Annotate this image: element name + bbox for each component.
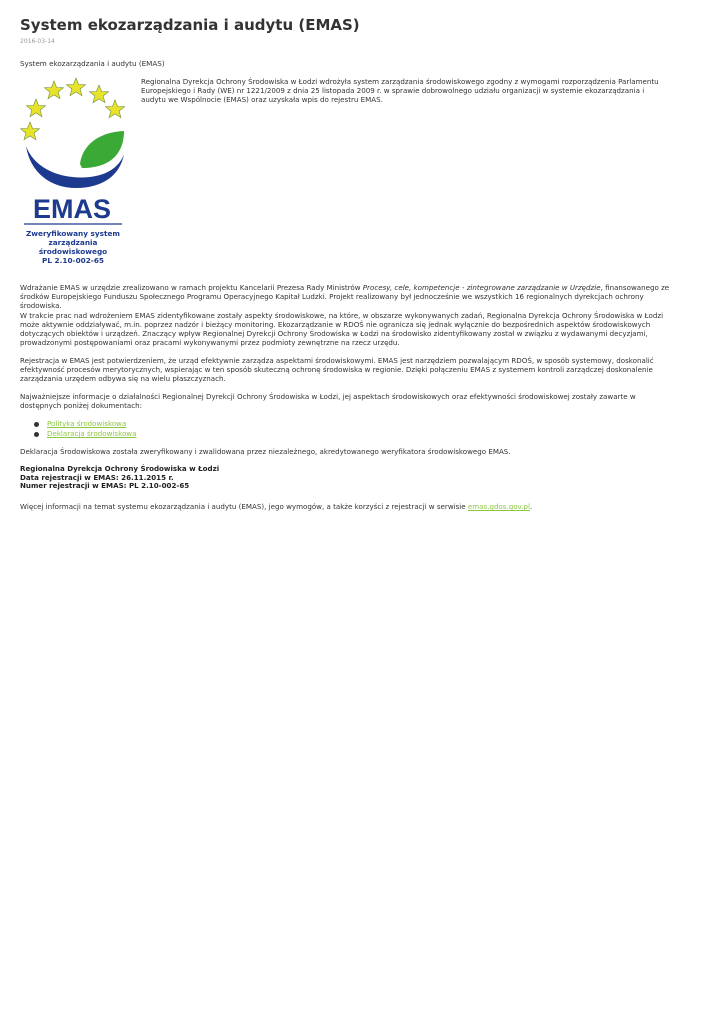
list-item xyxy=(20,419,136,429)
logo-caption-2: zarządzania xyxy=(48,238,98,247)
registration-number: Numer rejestracji w EMAS: PL 2.10-002-65 xyxy=(20,481,190,490)
star-icon xyxy=(21,122,40,140)
paragraph-documents-intro: Najważniejsze informacje o działalności Regionalnej Dyrekcji Ochrony Środowiska w Łodzi, jej aspektach środowiskowych oraz efektywności środowiskowej zostały zawarte w dostępnych poniżej dokumentach: xyxy=(20,392,636,410)
intro-paragraph: Regionalna Dyrekcja Ochrony Środowiska w Łodzi wdrożyła system zarządzania środowiskowego zgodny z wymogami rozporządzenia Parlamentu Europejskiego i Rady (WE) nr 1221/2009 z dnia 25 listopada 2009 r. w sprawie dobrowolnego udziału organizacji w systemie ekozarządzania i audytu we Wspólnocie (EMAS) oraz uzyskała wpis do rejestru EMAS. xyxy=(141,77,659,104)
registration-date: Data rejestracji w EMAS: 26.11.2015 r. xyxy=(20,472,174,482)
paragraph-registration: Rejestracja w EMAS jest potwierdzeniem, że urząd efektywnie zarządza aspektami środowiskowymi. EMAS jest narzędziem pozwalającym RDOŚ, w sposób systemowy, doskonalić efektywność procesów merytorycznych, wspierając w ten sposób skuteczną ochronę środowiska w regionie. Dzięki połączeniu EMAS z systemem kontroli zarządczej doskonalenie zarządzania urzędem odbywa się na wielu płaszczyznach. xyxy=(20,356,654,383)
link-polityka[interactable]: Polityka środowiskowa xyxy=(47,419,127,428)
link-emas-gdos[interactable]: emas.gdos.gov.pl xyxy=(467,502,530,511)
link-deklaracja[interactable]: Deklaracja środowiskowa xyxy=(47,429,137,438)
star-icon xyxy=(27,99,46,117)
emas-wordmark: EMAS xyxy=(32,194,112,224)
lead-text: System ekozarządzania i audytu (EMAS) xyxy=(20,59,165,68)
registration-block xyxy=(20,465,219,491)
publish-date: 2016-03-14 xyxy=(20,38,55,45)
logo-caption-4: PL 2.10-002-65 xyxy=(42,256,104,265)
paragraph-project: Wdrażanie EMAS w urzędzie zrealizowano w ramach projektu Kancelarii Prezesa Rady Ministrów Procesy, cele, kompetencje - zintegrowane zarządzanie w Urzędzie, finansowanego ze środków Europejskiego Funduszu Społecznego Programu Operacyjnego Kapitał Ludzki. Projekt realizowany był jednocześnie we wszystkich 16 regionalnych dyrekcjach ochrony środowiska. xyxy=(20,283,670,310)
star-icon xyxy=(90,85,109,103)
project-name: Procesy, cele, kompetencje - zintegrowane zarządzanie w Urzędzie xyxy=(362,283,601,292)
star-icons xyxy=(21,78,125,140)
star-icon xyxy=(45,81,64,99)
emas-logo xyxy=(20,76,130,271)
leaf-icon xyxy=(80,131,124,168)
list-item xyxy=(20,429,136,439)
paragraph-aspects: W trakcie prac nad wdrożeniem EMAS zidentyfikowane zostały aspekty środowiskowe, na które, w obszarze wykonywanych zadań, Regionalna Dyrekcja Ochrony Środowiska w Łodzi może aktywnie oddziaływać, m.in. poprzez nadzór i bieżący monitoring. Ekozarządzanie w RDOŚ nie ogranicza się jednak wyłącznie do bezpośrednich aspektów środowiskowych dotyczących obiektów i urządzeń. Znaczący wpływ Regionalnej Dyrekcji Ochrony Środowiska w Łodzi na środowisko zidentyfikowany został w związku z wydawanymi decyzjami, prowadzonymi postępowaniami oraz pracami wykonywanymi przez podmioty zewnętrzne na rzecz urzędu. xyxy=(20,311,664,347)
logo-caption-3: środowiskowego xyxy=(38,247,108,256)
star-icon xyxy=(106,100,125,118)
logo-caption-1: Zweryfikowany system xyxy=(25,229,121,238)
star-icon xyxy=(67,78,86,96)
paragraph-verification: Deklaracja Środowiskowa została zweryfikowany i zwalidowana przez niezależnego, akredytowanego weryfikatora środowiskowego EMAS. xyxy=(20,447,511,456)
paragraph-more-info: Więcej informacji na temat systemu ekozarządzania i audytu (EMAS), jego wymogów, a także korzyści z rejestracji w serwisie emas.gdos.gov.pl. xyxy=(20,502,533,511)
registration-org: Regionalna Dyrekcja Ochrony Środowiska w Łodzi xyxy=(20,464,220,473)
documents-list xyxy=(20,419,136,439)
page-title: System ekozarządzania i audytu (EMAS) xyxy=(20,16,360,34)
